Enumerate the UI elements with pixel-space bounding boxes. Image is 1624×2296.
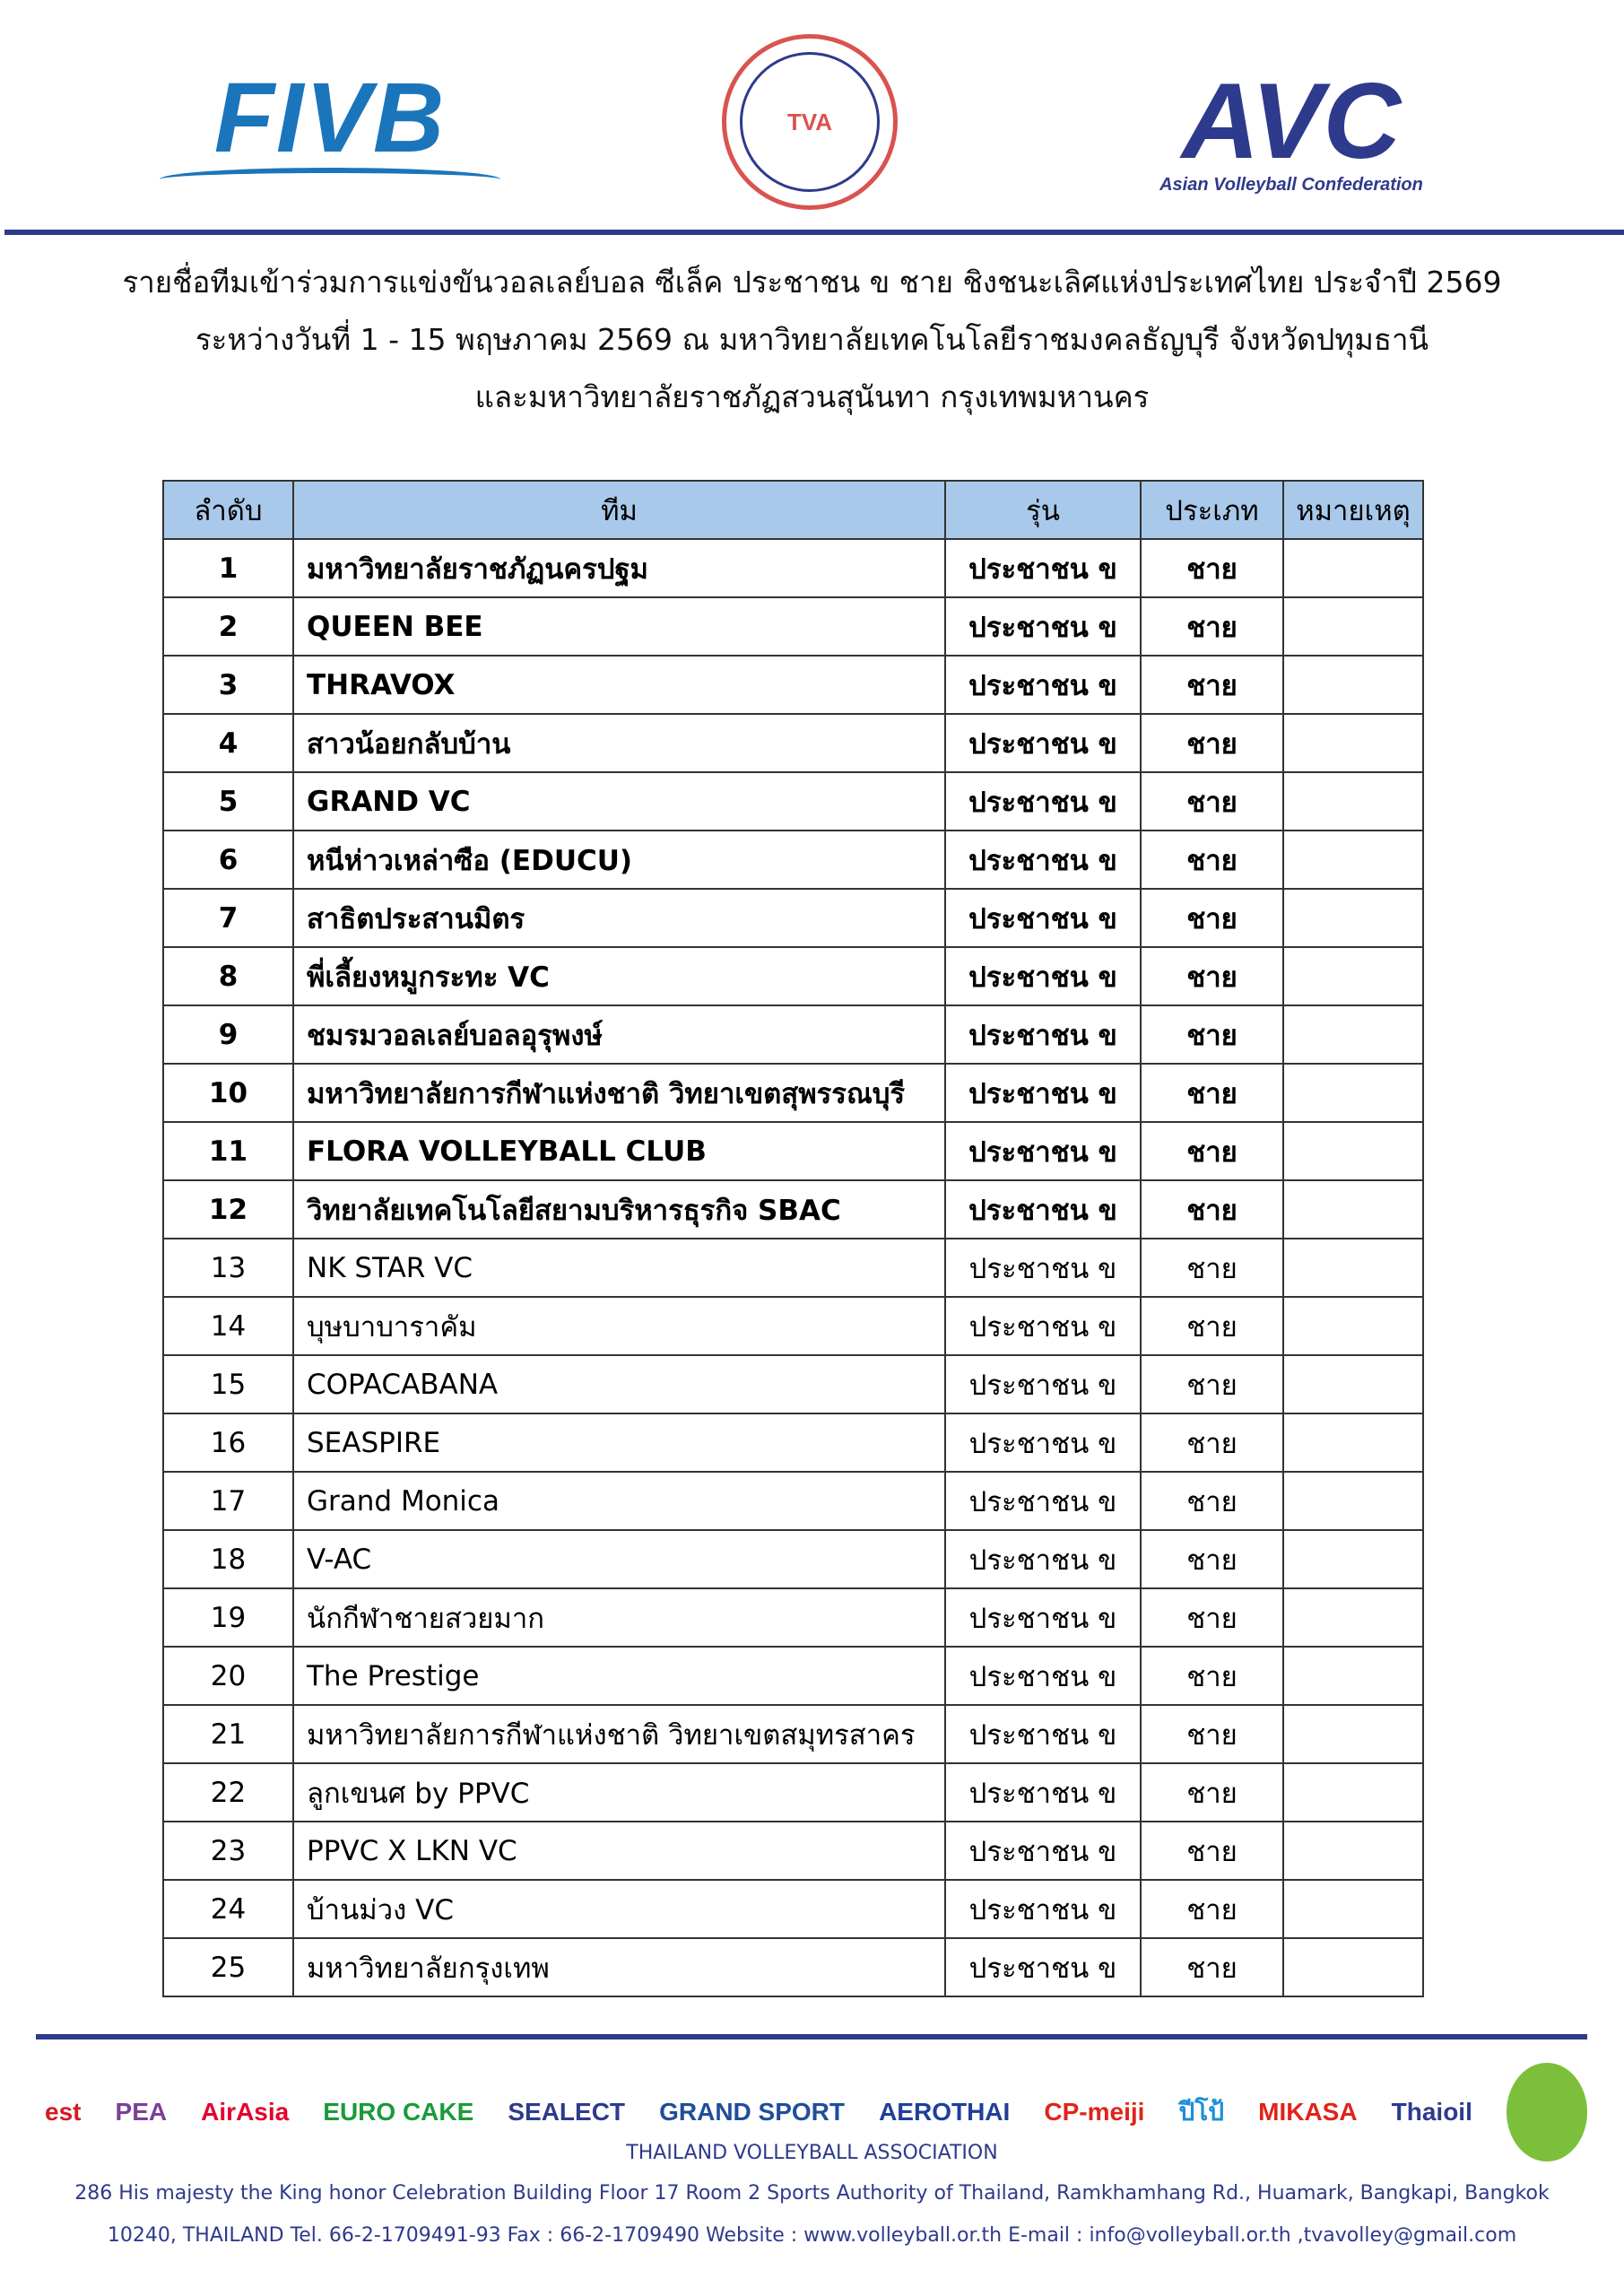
- row-number: 10: [163, 1064, 293, 1122]
- row-number: 18: [163, 1530, 293, 1588]
- row-number: 11: [163, 1122, 293, 1180]
- sponsor-logo: ปีโป้: [1178, 2098, 1225, 2126]
- sponsor-logo: PEA: [115, 2098, 168, 2126]
- table-row: [163, 1239, 1423, 1297]
- header-type: ประเภท: [1141, 481, 1283, 539]
- table-row: [163, 1763, 1423, 1822]
- team-name: วิทยาลัยเทคโนโลยีสยามบริหารธุรกิจ SBAC: [293, 1180, 945, 1239]
- header-team: ทีม: [293, 481, 945, 539]
- row-number: 13: [163, 1239, 293, 1297]
- team-name: บุษบาบาราคัม: [293, 1297, 945, 1355]
- team-class: ประชาชน ข: [945, 1763, 1141, 1822]
- team-class: ประชาชน ข: [945, 1938, 1141, 1996]
- team-note: [1283, 831, 1423, 889]
- team-gender: ชาย: [1141, 1180, 1283, 1239]
- sponsor-logo: Thaioil: [1391, 2098, 1472, 2126]
- team-name: สาวน้อยกลับบ้าน: [293, 714, 945, 772]
- team-note: [1283, 1355, 1423, 1413]
- row-number: 23: [163, 1822, 293, 1880]
- team-class: ประชาชน ข: [945, 1472, 1141, 1530]
- team-class: ประชาชน ข: [945, 1413, 1141, 1472]
- sponsor-logo: EURO CAKE: [323, 2098, 474, 2126]
- team-gender: ชาย: [1141, 1122, 1283, 1180]
- team-gender: ชาย: [1141, 889, 1283, 947]
- team-gender: ชาย: [1141, 1355, 1283, 1413]
- avc-logo-subtitle: Asian Volleyball Confederation: [1159, 174, 1423, 195]
- fivb-logo: [160, 63, 500, 197]
- team-note: [1283, 597, 1423, 656]
- sponsor-logo: SEALECT: [508, 2098, 626, 2126]
- table-row: [163, 1413, 1423, 1472]
- table-row: [163, 1647, 1423, 1705]
- team-gender: ชาย: [1141, 656, 1283, 714]
- team-name: QUEEN BEE: [293, 597, 945, 656]
- table-row: [163, 1122, 1423, 1180]
- team-note: [1283, 1763, 1423, 1822]
- row-number: 14: [163, 1297, 293, 1355]
- team-class: ประชาชน ข: [945, 1239, 1141, 1297]
- row-number: 2: [163, 597, 293, 656]
- team-gender: ชาย: [1141, 1822, 1283, 1880]
- team-class: ประชาชน ข: [945, 597, 1141, 656]
- team-class: ประชาชน ข: [945, 1180, 1141, 1239]
- table-row: [163, 1180, 1423, 1239]
- team-note: [1283, 1064, 1423, 1122]
- team-class: ประชาชน ข: [945, 539, 1141, 597]
- team-name: THRAVOX: [293, 656, 945, 714]
- table-row: [163, 1938, 1423, 1996]
- team-gender: ชาย: [1141, 831, 1283, 889]
- row-number: 8: [163, 947, 293, 1005]
- team-note: [1283, 1005, 1423, 1064]
- team-note: [1283, 1588, 1423, 1647]
- team-note: [1283, 1239, 1423, 1297]
- team-gender: ชาย: [1141, 1472, 1283, 1530]
- team-class: ประชาชน ข: [945, 1588, 1141, 1647]
- team-gender: ชาย: [1141, 1647, 1283, 1705]
- table-row: [163, 1530, 1423, 1588]
- header-divider: [4, 230, 1624, 235]
- header-class: รุ่น: [945, 481, 1141, 539]
- team-name: พี่เลี้ยงหมูกระทะ VC: [293, 947, 945, 1005]
- team-name: มหาวิทยาลัยการกีฬาแห่งชาติ วิทยาเขตสุพรรณบุรี: [293, 1064, 945, 1122]
- team-name: SEASPIRE: [293, 1413, 945, 1472]
- team-note: [1283, 947, 1423, 1005]
- team-note: [1283, 1880, 1423, 1938]
- row-number: 19: [163, 1588, 293, 1647]
- avc-logo: [1148, 59, 1435, 203]
- team-gender: ชาย: [1141, 1530, 1283, 1588]
- team-name: Grand Monica: [293, 1472, 945, 1530]
- team-gender: ชาย: [1141, 1413, 1283, 1472]
- team-name: FLORA VOLLEYBALL CLUB: [293, 1122, 945, 1180]
- table-row: [163, 597, 1423, 656]
- team-name: ชมรมวอลเลย์บอลอุรุพงษ์: [293, 1005, 945, 1064]
- table-row: [163, 947, 1423, 1005]
- row-number: 3: [163, 656, 293, 714]
- table-row: [163, 1355, 1423, 1413]
- team-gender: ชาย: [1141, 947, 1283, 1005]
- team-gender: ชาย: [1141, 1588, 1283, 1647]
- team-name: COPACABANA: [293, 1355, 945, 1413]
- team-class: ประชาชน ข: [945, 1297, 1141, 1355]
- table-header: [163, 481, 1423, 539]
- row-number: 21: [163, 1705, 293, 1763]
- team-gender: ชาย: [1141, 772, 1283, 831]
- row-number: 12: [163, 1180, 293, 1239]
- team-note: [1283, 1413, 1423, 1472]
- table-row: [163, 1705, 1423, 1763]
- avc-logo-text: AVC: [1181, 60, 1402, 181]
- row-number: 25: [163, 1938, 293, 1996]
- team-gender: ชาย: [1141, 1938, 1283, 1996]
- team-note: [1283, 772, 1423, 831]
- team-gender: ชาย: [1141, 1005, 1283, 1064]
- table-row: [163, 1005, 1423, 1064]
- team-gender: ชาย: [1141, 539, 1283, 597]
- team-class: ประชาชน ข: [945, 1530, 1141, 1588]
- team-class: ประชาชน ข: [945, 656, 1141, 714]
- team-class: ประชาชน ข: [945, 1122, 1141, 1180]
- row-number: 4: [163, 714, 293, 772]
- team-name: สาธิตประสานมิตร: [293, 889, 945, 947]
- team-name: นักกีฬาชายสวยมาก: [293, 1588, 945, 1647]
- team-note: [1283, 1938, 1423, 1996]
- team-gender: ชาย: [1141, 1064, 1283, 1122]
- row-number: 20: [163, 1647, 293, 1705]
- sponsor-logo: CP-meiji: [1044, 2098, 1145, 2126]
- row-number: 1: [163, 539, 293, 597]
- table-row: [163, 1297, 1423, 1355]
- team-gender: ชาย: [1141, 597, 1283, 656]
- team-class: ประชาชน ข: [945, 947, 1141, 1005]
- sponsor-logo: AirAsia: [201, 2098, 290, 2126]
- team-class: ประชาชน ข: [945, 1822, 1141, 1880]
- row-number: 16: [163, 1413, 293, 1472]
- table-row: [163, 1880, 1423, 1938]
- team-note: [1283, 714, 1423, 772]
- team-class: ประชาชน ข: [945, 1005, 1141, 1064]
- team-class: ประชาชน ข: [945, 889, 1141, 947]
- sponsor-logo: est: [45, 2098, 82, 2126]
- team-note: [1283, 1472, 1423, 1530]
- team-name: V-AC: [293, 1530, 945, 1588]
- table-row: [163, 772, 1423, 831]
- row-number: 9: [163, 1005, 293, 1064]
- header-no: ลำดับ: [163, 481, 293, 539]
- table-row: [163, 539, 1423, 597]
- sponsor-logo: MIKASA: [1258, 2098, 1358, 2126]
- footer-divider: [36, 2034, 1587, 2039]
- team-name: NK STAR VC: [293, 1239, 945, 1297]
- footer-address-2: 10240, THAILAND Tel. 66-2-1709491-93 Fax : 66-2-1709490 Website : www.volleyball.or.th E-mail : info@volleyball.or.th ,tvavolley@gmail.com: [107, 2224, 1517, 2247]
- team-gender: ชาย: [1141, 714, 1283, 772]
- team-note: [1283, 1530, 1423, 1588]
- team-note: [1283, 539, 1423, 597]
- row-number: 7: [163, 889, 293, 947]
- team-class: ประชาชน ข: [945, 772, 1141, 831]
- table-row: [163, 714, 1423, 772]
- table-row: [163, 1822, 1423, 1880]
- team-gender: ชาย: [1141, 1763, 1283, 1822]
- team-name: PPVC X LKN VC: [293, 1822, 945, 1880]
- sponsor-logo: AEROTHAI: [879, 2098, 1011, 2126]
- row-number: 15: [163, 1355, 293, 1413]
- footer-address-1: 286 His majesty the King honor Celebration Building Floor 17 Room 2 Sports Authority of Thailand, Ramkhamhang Rd., Huamark, Bangkapi, Bangkok: [74, 2182, 1550, 2205]
- team-gender: ชาย: [1141, 1239, 1283, 1297]
- team-note: [1283, 656, 1423, 714]
- team-note: [1283, 1705, 1423, 1763]
- footer-org: THAILAND VOLLEYBALL ASSOCIATION: [626, 2142, 998, 2164]
- table-row: [163, 1064, 1423, 1122]
- table-row: [163, 656, 1423, 714]
- team-note: [1283, 1122, 1423, 1180]
- team-name: The Prestige: [293, 1647, 945, 1705]
- team-gender: ชาย: [1141, 1880, 1283, 1938]
- team-name: มหาวิทยาลัยกรุงเทพ: [293, 1938, 945, 1996]
- row-number: 24: [163, 1880, 293, 1938]
- tva-logo-text: TVA: [740, 52, 880, 192]
- team-gender: ชาย: [1141, 1705, 1283, 1763]
- title-line-3: และมหาวิทยาลัยราชภัฏสวนสุนันทา กรุงเทพมหานคร: [474, 379, 1150, 414]
- table-row: [163, 1588, 1423, 1647]
- team-name: ลูกเขนศ by PPVC: [293, 1763, 945, 1822]
- tva-logo: [722, 34, 898, 210]
- title-line-2: ระหว่างวันที่ 1 - 15 พฤษภาคม 2569 ณ มหาวิทยาลัยเทคโนโลยีราชมงคลธัญบุรี จังหวัดปทุมธานี: [195, 322, 1429, 357]
- team-name: มหาวิทยาลัยราชภัฏนครปฐม: [293, 539, 945, 597]
- team-name: บ้านม่วง VC: [293, 1880, 945, 1938]
- team-note: [1283, 1647, 1423, 1705]
- row-number: 5: [163, 772, 293, 831]
- team-class: ประชาชน ข: [945, 1647, 1141, 1705]
- table-row: [163, 831, 1423, 889]
- fivb-logo-text: FIVB: [213, 63, 447, 173]
- row-number: 17: [163, 1472, 293, 1530]
- team-note: [1283, 1822, 1423, 1880]
- team-note: [1283, 889, 1423, 947]
- team-class: ประชาชน ข: [945, 1355, 1141, 1413]
- team-name: มหาวิทยาลัยการกีฬาแห่งชาติ วิทยาเขตสมุทรสาคร: [293, 1705, 945, 1763]
- table-row: [163, 889, 1423, 947]
- team-table: [162, 480, 1424, 1997]
- team-note: [1283, 1180, 1423, 1239]
- team-class: ประชาชน ข: [945, 1705, 1141, 1763]
- row-number: 22: [163, 1763, 293, 1822]
- team-class: ประชาชน ข: [945, 831, 1141, 889]
- title-line-1: รายชื่อทีมเข้าร่วมการแข่งขันวอลเลย์บอล ซีเล็ค ประชาชน ข ชาย ชิงชนะเลิศแห่งประเทศไทย ประจำปี 2569: [122, 265, 1502, 300]
- team-gender: ชาย: [1141, 1297, 1283, 1355]
- team-class: ประชาชน ข: [945, 714, 1141, 772]
- team-class: ประชาชน ข: [945, 1064, 1141, 1122]
- row-number: 6: [163, 831, 293, 889]
- header-note: หมายเหตุ: [1283, 481, 1423, 539]
- table-row: [163, 1472, 1423, 1530]
- sponsor-logo: GRAND SPORT: [659, 2098, 846, 2126]
- team-name: หนีห่าวเหล่าซือ (EDUCU): [293, 831, 945, 889]
- team-note: [1283, 1297, 1423, 1355]
- team-class: ประชาชน ข: [945, 1880, 1141, 1938]
- team-name: GRAND VC: [293, 772, 945, 831]
